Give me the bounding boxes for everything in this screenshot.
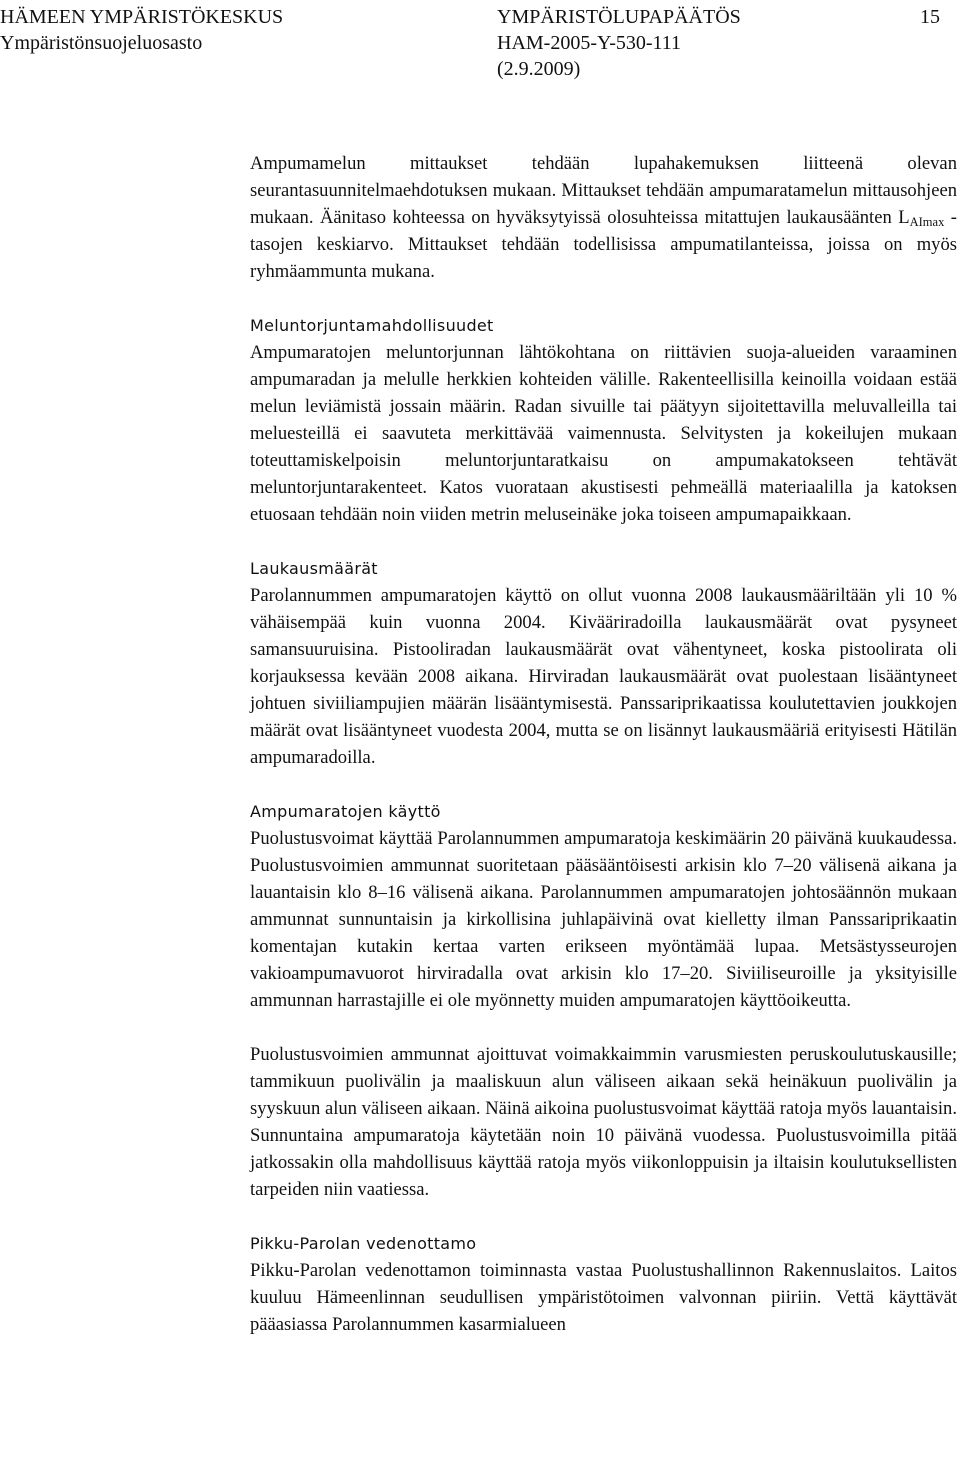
section-water-intake (250, 1230, 957, 1338)
section-text: Puolustusvoimat käyttää Parolannummen ampumaratoja keskimäärin 20 päivänä kuukaudessa. Puolustusvoimien ammunnat suoritetaan pääsääntöisesti arkisin klo 7–20 välisenä aikana ja lauantaisin klo 8–16 välisenä aikana. Parolannummen ampumaratojen johtosäännön mukaan ammunnat sunnuntaisin ja kirkollisina juhlapäivinä ovat kielletty ilman Panssariprikaatin komentajan kutakin kertaa varten erikseen myöntämää lupaa. Metsästysseurojen vakioampumavuorot hirviradalla ovat arkisin klo 17–20. Siviiliseuroille ja yksityisille ammunnan harrastajille ei ole myönnetty muiden ampumaratojen käyttöoikeutta. (250, 828, 957, 1011)
doc-type: YMPÄRISTÖLUPAPÄÄTÖS (497, 6, 741, 28)
doc-number: HAM-2005-Y-530-111 (497, 32, 682, 54)
intro-text-a: Ampumamelun mittaukset tehdään lupahakemuksen liitteenä olevan seurantasuunnitelmaehdotuksen mukaan. Mittaukset tehdään ampumaratamelun mittausohjeen mukaan. Äänitaso kohteessa on hyväksytyissä olosuhteissa mitattujen laukausäänten L (250, 153, 957, 228)
doc-date: (2.9.2009) (497, 58, 581, 80)
intro-subscript: AImax (909, 215, 945, 229)
intro-text-b: -tasojen keskiarvo. Mittaukset tehdään todellisissa ampumatilanteissa, joissa on myös ryhmäammunta mukana. (250, 207, 957, 282)
org-name: HÄMEEN YMPÄRISTÖKESKUS (0, 6, 284, 28)
section-shot-counts (250, 555, 957, 771)
section-training-periods (250, 1041, 957, 1203)
section-text: Ampumaratojen meluntorjunnan lähtökohtana on riittävien suoja-alueiden varaaminen ampumaradan ja melulle herkkien kohteiden välille. Rakenteellisilla keinoilla voidaan estää melun leviämistä jossain määrin. Radan sivuille tai päätyyn sijoitettavilla meluvalleilla tai meluesteillä ei saavuteta merkittävää vaimennusta. Selvitysten ja kokeilujen mukaan toteuttamiskelpoisin meluntorjuntaratkaisu on ampumakatokseen tehtävät meluntorjuntarakenteet. Katos vuorataan akustisesti pehmeällä materiaalilla ja katoksen etuosaan tehdään noin viiden metrin meluseinäke joka toiseen ampumapaikkaan. (250, 342, 957, 525)
section-heading: Pikku-Parolan vedenottamo (250, 1234, 477, 1253)
unit-name: Ympäristönsuojeluosasto (0, 32, 203, 54)
section-heading: Laukausmäärät (250, 559, 378, 578)
document-body (250, 150, 957, 1338)
section-noise-control (250, 312, 957, 528)
section-text: Pikku-Parolan vedenottamon toiminnasta vastaa Puolustushallinnon Rakennuslaitos. Laitos kuuluu Hämeenlinnan seudullisen ympäristötoimen valvonnan piiriin. Vettä käyttävät pääasiassa Parolannummen kasarmialueen (250, 1260, 957, 1335)
section-text: Puolustusvoimien ammunnat ajoittuvat voimakkaimmin varusmiesten peruskoulutuskausille; tammikuun puolivälin ja maaliskuun alun väliseen aikaan sekä heinäkuun puolivälin ja syyskuun alun väliseen aikaan. Näinä aikoina puolustusvoimat käyttää ratoja myös lauantaisin. Sunnuntaina ampumaratoja käytetään noin 10 päivänä vuodessa. Puolustusvoimilla pitää jatkossakin olla mahdollisuus käyttää ratoja myös viikonloppuisin ja iltaisin koulutuksellisten tarpeiden niin vaatiessa. (250, 1044, 957, 1200)
section-text: Parolannummen ampumaratojen käyttö on ollut vuonna 2008 laukausmääriltään yli 10 % vähäisempää kuin vuonna 2004. Kivääriradoilla laukausmäärät ovat pysyneet samansuuruisina. Pistooliradan laukausmäärät ovat vähentyneet, koska pistoolirata oli korjauksessa kevään 2008 aikana. Hirviradan laukausmäärät ovat puolestaan lisääntyneet johtuen siviiliampujien määrän lisääntymisestä. Panssariprikaatissa koulutettavien joukkojen määrät ovat lisääntyneet vuodesta 2004, mutta se on lisännyt laukausmääriä erityisesti Hätilän ampumaradoilla. (250, 585, 957, 768)
page-number: 15 (920, 6, 940, 28)
section-heading: Meluntorjuntamahdollisuudet (250, 316, 494, 335)
intro-paragraph (250, 150, 957, 285)
section-range-usage (250, 798, 957, 1014)
section-heading: Ampumaratojen käyttö (250, 802, 441, 821)
page-header (0, 4, 960, 88)
